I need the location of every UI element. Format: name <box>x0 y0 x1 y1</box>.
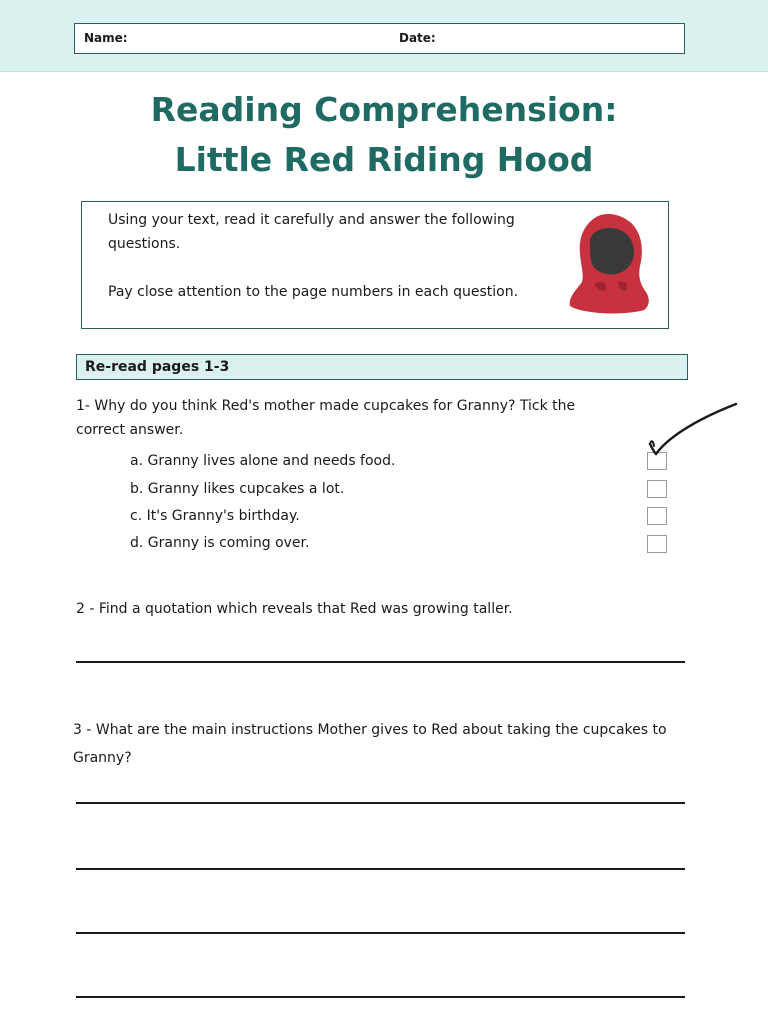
instructions-paragraph-2: Pay close attention to the page numbers in each question. <box>108 284 519 300</box>
instructions-text <box>108 208 528 304</box>
answer-line-q3-4[interactable] <box>76 996 685 998</box>
answer-line-q3-1[interactable] <box>76 802 685 804</box>
answer-line-q2[interactable] <box>76 661 685 663</box>
section-header: Re-read pages 1-3 <box>76 354 688 380</box>
checkbox-option-b[interactable] <box>647 480 667 498</box>
answer-line-q3-3[interactable] <box>76 932 685 934</box>
question-3: 3 - What are the main instructions Mother gives to Red about taking the cupcakes to Granny? <box>73 722 667 766</box>
instructions-box <box>81 201 669 329</box>
option-a: a. Granny lives alone and needs food. <box>130 453 396 469</box>
name-label: Name: <box>84 31 128 45</box>
instructions-paragraph-1: Using your text, read it carefully and answer the following questions. <box>108 212 515 252</box>
option-b: b. Granny likes cupcakes a lot. <box>130 481 345 497</box>
checkbox-option-d[interactable] <box>647 535 667 553</box>
date-label: Date: <box>399 31 436 45</box>
red-riding-hood-icon <box>568 210 652 320</box>
question-2: 2 - Find a quotation which reveals that Red was growing taller. <box>76 601 513 617</box>
name-date-box <box>74 23 685 54</box>
option-c: c. It's Granny's birthday. <box>130 508 300 524</box>
page-title-line1: Reading Comprehension: <box>150 90 618 129</box>
question-1: 1- Why do you think Red's mother made cupcakes for Granny? Tick the correct answer. <box>76 398 576 438</box>
checkbox-option-c[interactable] <box>647 507 667 525</box>
option-d: d. Granny is coming over. <box>130 535 310 551</box>
page-title-line2: Little Red Riding Hood <box>174 140 594 179</box>
checkmark-icon <box>640 400 740 458</box>
answer-line-q3-2[interactable] <box>76 868 685 870</box>
